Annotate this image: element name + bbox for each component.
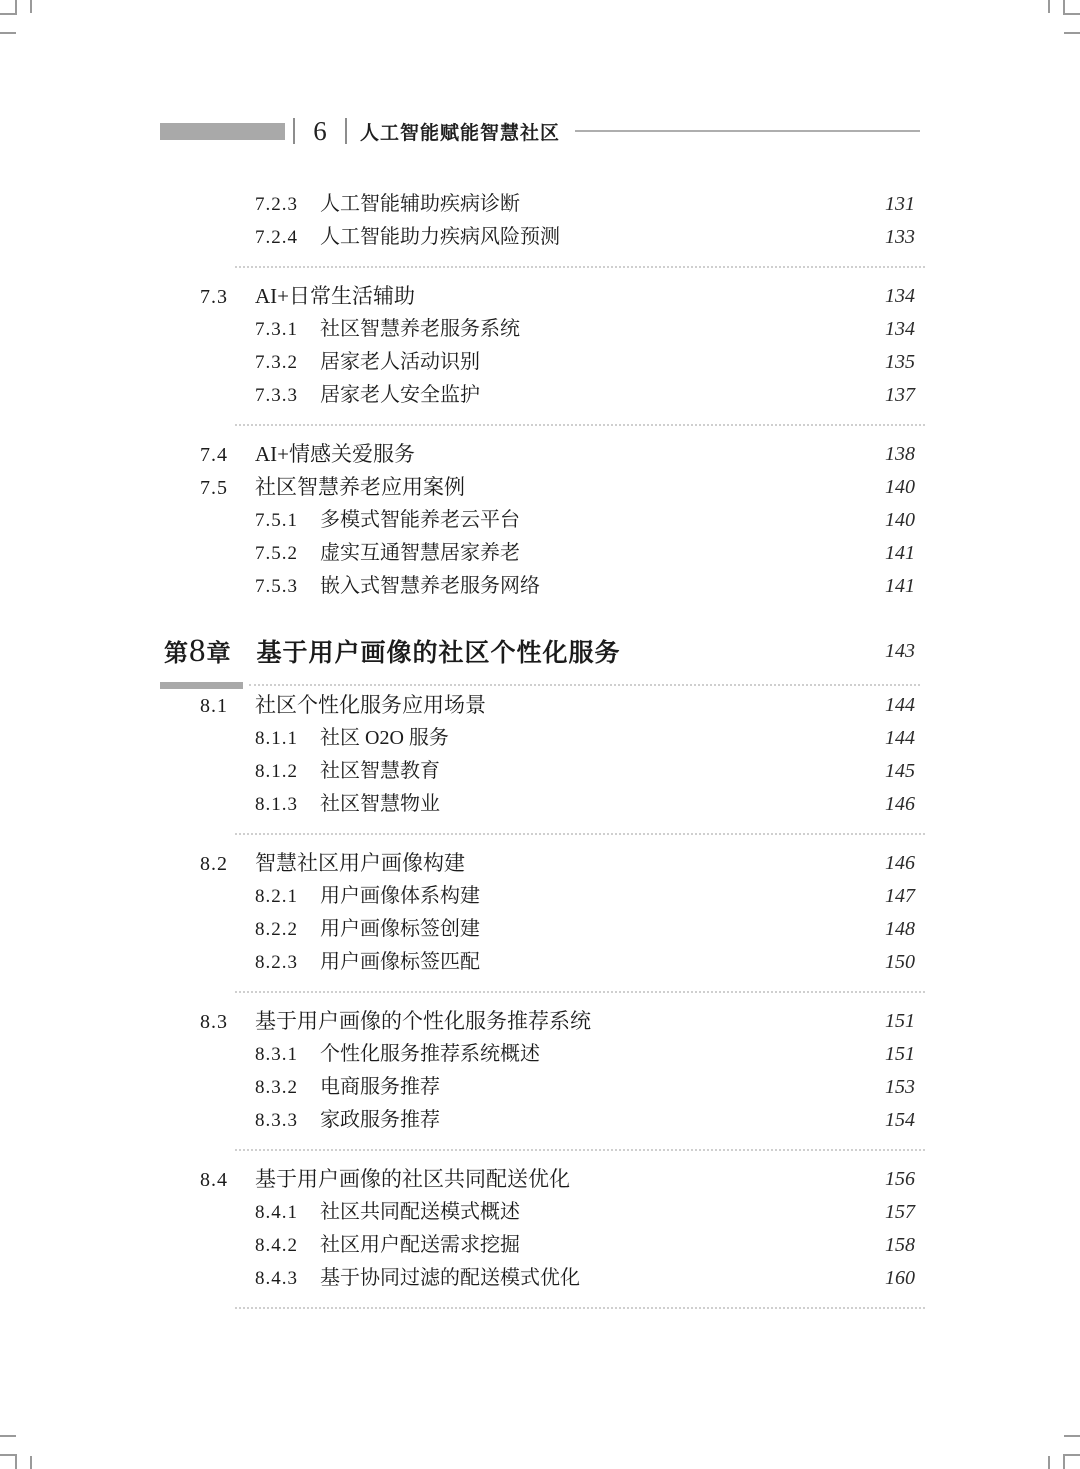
toc-entry	[160, 1262, 920, 1295]
toc-entry-page: 148	[885, 918, 915, 940]
toc-entry-number: 8.2.3	[255, 952, 298, 973]
header-rule	[575, 130, 920, 132]
toc-entry-page: 146	[885, 852, 915, 874]
header-gray-bar	[160, 123, 285, 140]
toc-entry-page: 156	[885, 1168, 915, 1190]
toc-entry-page: 153	[885, 1076, 915, 1098]
toc-entry	[160, 788, 920, 821]
toc-entry	[160, 1005, 920, 1038]
chapter-rule-bar	[160, 682, 243, 689]
toc-entry-page: 137	[885, 384, 915, 406]
crop-mark-segment	[30, 0, 32, 13]
toc-entry-number: 8.4	[200, 1169, 228, 1191]
toc-entry-page: 146	[885, 793, 915, 815]
toc-entry-title: 社区用户配送需求挖掘	[320, 1234, 520, 1256]
crop-mark-segment	[1064, 32, 1080, 34]
crop-mark-segment	[1048, 1456, 1050, 1469]
toc-entry-title: 社区个性化服务应用场景	[255, 693, 486, 717]
crop-mark-segment	[15, 0, 17, 15]
toc-entry-number: 8.1.1	[255, 728, 298, 749]
toc-entry-number: 8.4.1	[255, 1202, 298, 1223]
toc-entry-title: 社区 O2O 服务	[320, 727, 449, 749]
toc-entry-title: AI+日常生活辅助	[255, 284, 416, 308]
toc-entry-number: 8.2	[200, 853, 228, 875]
toc-entry-title: 个性化服务推荐系统概述	[320, 1043, 540, 1065]
crop-mark-segment	[0, 32, 16, 34]
toc-entry-title: 居家老人安全监护	[320, 384, 480, 406]
toc-entry-number: 7.5.2	[255, 543, 298, 564]
crop-mark-segment	[1048, 0, 1050, 13]
toc-entry-page: 151	[885, 1043, 915, 1065]
crop-mark-segment	[1063, 13, 1080, 15]
toc-entry-title: 电商服务推荐	[320, 1076, 440, 1098]
crop-mark-segment	[0, 1435, 16, 1437]
section-separator	[235, 1307, 925, 1309]
toc-entry-title: 社区智慧物业	[320, 793, 440, 815]
section-separator	[235, 991, 925, 993]
toc-entry	[160, 280, 920, 313]
toc-entry-page: 154	[885, 1109, 915, 1131]
toc-entry-number: 8.2.1	[255, 886, 298, 907]
toc-entry-number: 7.4	[200, 444, 228, 466]
toc-entry	[160, 188, 920, 221]
toc-entry	[160, 221, 920, 254]
toc-entry-page: 147	[885, 885, 915, 907]
toc-entry-page: 138	[885, 443, 915, 465]
toc-entry	[160, 570, 920, 603]
toc-entry-title: 家政服务推荐	[320, 1109, 440, 1131]
toc-entry-number: 8.2.2	[255, 919, 298, 940]
toc-entry-number: 8.4.2	[255, 1235, 298, 1256]
toc-entry-page: 158	[885, 1234, 915, 1256]
section-separator	[235, 1149, 925, 1151]
toc-entry-title: 用户画像体系构建	[320, 885, 480, 907]
toc-entry	[160, 1163, 920, 1196]
toc-entry	[160, 438, 920, 471]
toc-entry-number: 8.3.2	[255, 1077, 298, 1098]
toc-entry	[160, 537, 920, 570]
toc-entry-title: 智慧社区用户画像构建	[255, 851, 465, 875]
toc-entry-title: 多模式智能养老云平台	[320, 509, 520, 531]
toc-entry-page: 134	[885, 318, 915, 340]
toc-entry-number: 8.1.3	[255, 794, 298, 815]
toc-entry-title: 嵌入式智慧养老服务网络	[320, 575, 540, 597]
chapter-heading	[160, 629, 920, 673]
toc-entry	[160, 1038, 920, 1071]
toc-entry-title: 人工智能助力疾病风险预测	[320, 226, 560, 248]
toc-entry	[160, 755, 920, 788]
chapter-label-prefix: 第	[164, 641, 188, 667]
toc-entry-number: 7.5.3	[255, 576, 298, 597]
header-divider	[345, 118, 347, 144]
toc-entry-number: 8.3	[200, 1011, 228, 1033]
toc-entry-page: 144	[885, 727, 915, 749]
toc-entry-page: 131	[885, 193, 915, 215]
toc-entry-title: 社区智慧养老应用案例	[255, 475, 465, 499]
toc-entry-page: 157	[885, 1201, 915, 1223]
toc-entry	[160, 946, 920, 979]
toc-entry	[160, 346, 920, 379]
toc-entry-page: 140	[885, 509, 915, 531]
toc-entry-title: 社区共同配送模式概述	[320, 1201, 520, 1223]
toc-entry-page: 141	[885, 575, 915, 597]
chapter-page: 143	[885, 640, 915, 662]
toc-entry-title: 基于协同过滤的配送模式优化	[320, 1267, 580, 1289]
toc-list	[160, 188, 920, 1321]
toc-entry-title: 基于用户画像的社区共同配送优化	[255, 1167, 570, 1191]
toc-entry	[160, 504, 920, 537]
toc-entry-page: 160	[885, 1267, 915, 1289]
toc-entry-number: 8.1	[200, 695, 228, 717]
toc-entry-number: 7.3	[200, 286, 228, 308]
toc-entry-page: 133	[885, 226, 915, 248]
toc-entry-number: 7.2.4	[255, 227, 298, 248]
toc-entry	[160, 847, 920, 880]
toc-entry-title: 用户画像标签创建	[320, 918, 480, 940]
header-book-title: 人工智能赋能智慧社区	[360, 122, 561, 144]
toc-entry	[160, 471, 920, 504]
toc-entry	[160, 722, 920, 755]
crop-mark-segment	[1063, 0, 1065, 15]
toc-entry-title: AI+情感关爱服务	[255, 442, 416, 466]
toc-entry-number: 7.5.1	[255, 510, 298, 531]
crop-mark-segment	[30, 1456, 32, 1469]
chapter-label-suffix: 章	[206, 641, 231, 667]
toc-entry-number: 8.4.3	[255, 1268, 298, 1289]
toc-entry-page: 145	[885, 760, 915, 782]
toc-entry-title: 虚实互通智慧居家养老	[320, 542, 520, 564]
toc-entry-title: 居家老人活动识别	[320, 351, 480, 373]
toc-entry-page: 151	[885, 1010, 915, 1032]
section-separator	[235, 833, 925, 835]
section-separator	[235, 424, 925, 426]
toc-entry-title: 社区智慧教育	[320, 760, 440, 782]
toc-entry-number: 7.2.3	[255, 194, 298, 215]
toc-entry	[160, 1104, 920, 1137]
toc-entry-number: 8.3.3	[255, 1110, 298, 1131]
toc-entry-title: 人工智能辅助疾病诊断	[320, 193, 520, 215]
toc-entry-number: 7.3.1	[255, 319, 298, 340]
toc-entry	[160, 1196, 920, 1229]
toc-entry-page: 150	[885, 951, 915, 973]
toc-entry-page: 141	[885, 542, 915, 564]
toc-entry-number: 7.5	[200, 477, 228, 499]
toc-entry	[160, 1071, 920, 1104]
crop-mark-segment	[1063, 1454, 1080, 1456]
toc-entry	[160, 689, 920, 722]
toc-entry	[160, 913, 920, 946]
toc-entry-title: 社区智慧养老服务系统	[320, 318, 520, 340]
toc-entry	[160, 880, 920, 913]
toc-entry-title: 用户画像标签匹配	[320, 951, 480, 973]
chapter-label	[164, 633, 231, 669]
section-separator	[235, 266, 925, 268]
toc-entry-number: 8.1.2	[255, 761, 298, 782]
chapter-title: 基于用户画像的社区个性化服务	[256, 639, 621, 667]
toc-entry-page: 140	[885, 476, 915, 498]
toc-entry	[160, 379, 920, 412]
toc-entry-number: 7.3.3	[255, 385, 298, 406]
crop-mark-segment	[1064, 1435, 1080, 1437]
chapter-label-number: 8	[189, 633, 206, 669]
toc-entry-page: 134	[885, 285, 915, 307]
page-header	[160, 115, 920, 146]
toc-entry-number: 8.3.1	[255, 1044, 298, 1065]
header-page-number: 6	[313, 115, 327, 146]
toc-entry	[160, 1229, 920, 1262]
toc-entry-title: 基于用户画像的个性化服务推荐系统	[255, 1009, 591, 1033]
toc-entry	[160, 313, 920, 346]
crop-mark-segment	[1063, 1454, 1065, 1469]
chapter-rule-dots	[249, 684, 920, 686]
crop-mark-segment	[15, 1454, 17, 1469]
toc-entry-number: 7.3.2	[255, 352, 298, 373]
chapter-underline	[160, 681, 920, 689]
toc-entry-page: 135	[885, 351, 915, 373]
toc-entry-page: 144	[885, 694, 915, 716]
